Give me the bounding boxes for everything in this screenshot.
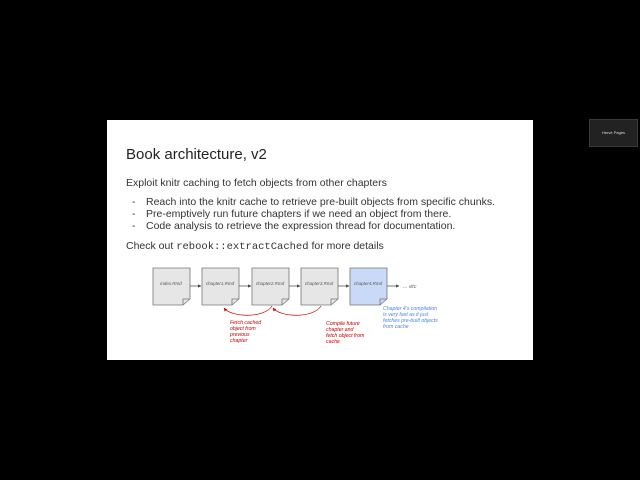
doc-index bbox=[153, 268, 190, 305]
checkout-prefix: Check out bbox=[126, 240, 177, 252]
checkout-suffix: for more details bbox=[308, 240, 384, 252]
doc-chapter1-label: chapter1.Rmd bbox=[205, 281, 235, 286]
note-line: from cache bbox=[383, 324, 409, 330]
participant-video-tile[interactable] bbox=[589, 119, 638, 147]
presentation-slide bbox=[107, 120, 533, 360]
note-line: Compile future bbox=[326, 321, 360, 327]
note-fast-compilation bbox=[383, 306, 438, 330]
bullet-marker: - bbox=[132, 196, 136, 208]
bullet-marker: - bbox=[132, 220, 136, 232]
bullet-text: Code analysis to retrieve the expression thread for documentation. bbox=[146, 220, 456, 232]
bullet-marker: - bbox=[132, 208, 136, 220]
arrow-fetch-cached bbox=[224, 306, 272, 315]
note-compile-future bbox=[326, 321, 365, 345]
doc-chapter4-label: chapter4.Rmd bbox=[353, 281, 383, 286]
etc-label: ... etc bbox=[403, 284, 417, 290]
doc-index-label: index.Rmd bbox=[160, 281, 182, 286]
note-line: fetches pre-built objects bbox=[383, 318, 438, 324]
doc-chapter3-shape bbox=[301, 268, 338, 305]
note-line: chapter bbox=[230, 338, 248, 344]
bullet-text: Pre-emptively run future chapters if we need an object from there. bbox=[146, 208, 452, 220]
note-line: fetch object from bbox=[326, 333, 365, 339]
note-line: Fetch cached bbox=[230, 320, 262, 326]
arrow-compile-future bbox=[273, 306, 321, 315]
bullet-text: Reach into the knitr cache to retrieve pre-built objects from specific chunks. bbox=[146, 196, 495, 208]
note-line: chapter and bbox=[326, 327, 354, 333]
doc-chapter4-shape bbox=[350, 268, 387, 305]
slide-title: Book architecture, v2 bbox=[126, 146, 267, 163]
note-line: previous bbox=[230, 332, 250, 338]
slide-intro: Exploit knitr caching to fetch objects from other chapters bbox=[126, 177, 387, 189]
doc-chapter1 bbox=[202, 268, 239, 305]
doc-chapter2 bbox=[252, 268, 289, 305]
note-line: cache bbox=[326, 339, 340, 345]
doc-chapter2-shape bbox=[252, 268, 289, 305]
doc-index-shape bbox=[153, 268, 190, 305]
note-fetch-cached bbox=[229, 320, 262, 344]
note-line: Chapter 4's compilation bbox=[383, 306, 438, 312]
doc-chapter3 bbox=[301, 268, 338, 305]
book-architecture-diagram bbox=[107, 120, 533, 360]
doc-chapter1-shape bbox=[202, 268, 239, 305]
doc-chapter2-label: chapter2.Rmd bbox=[255, 281, 285, 286]
checkout-code: rebook::extractCached bbox=[176, 241, 309, 253]
doc-chapter4 bbox=[350, 268, 387, 305]
doc-chapter3-label: chapter3.Rmd bbox=[304, 281, 334, 286]
note-line: is very fast as it just bbox=[383, 312, 429, 318]
participant-name: Hervé Pagès bbox=[601, 130, 626, 135]
note-line: object from bbox=[230, 326, 256, 332]
